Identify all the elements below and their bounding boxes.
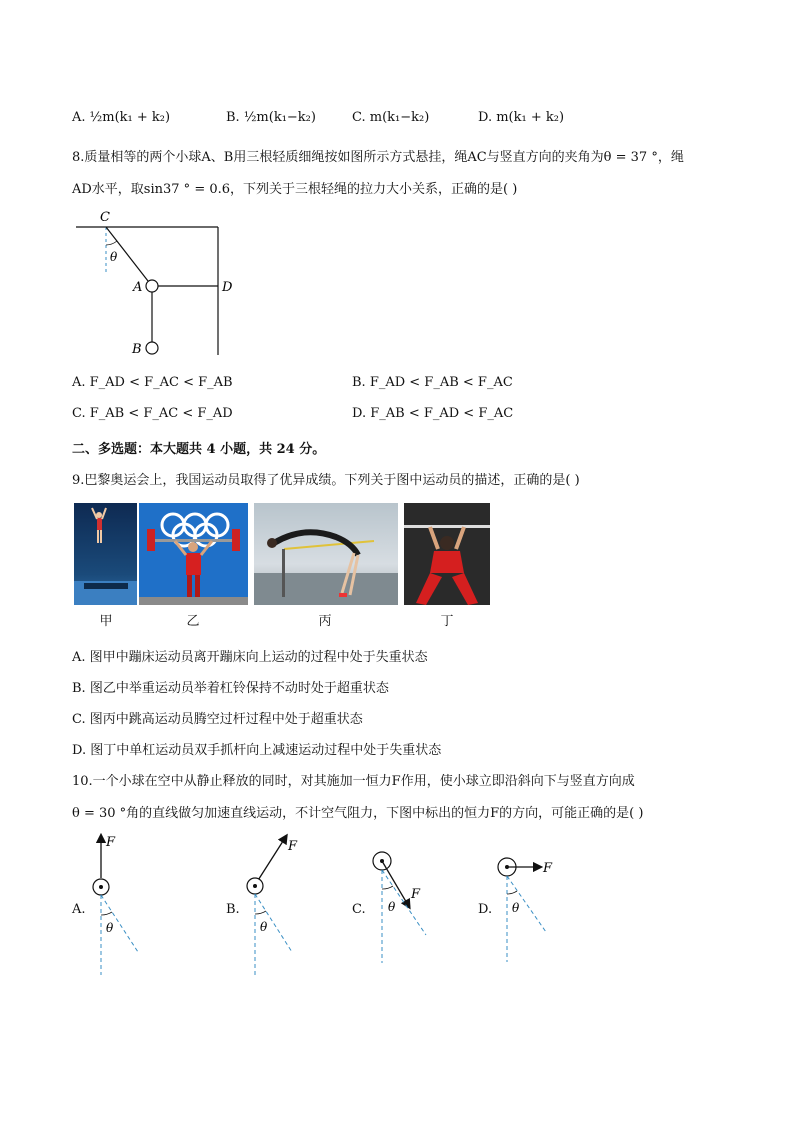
q10-option-a-label: A. [72, 902, 86, 917]
photo-high-jump [254, 503, 398, 605]
q7-option-d: D. m(k₁ + k₂) [478, 110, 565, 125]
fig-label-b: B [132, 342, 142, 357]
section-heading: 二、多选题：本大题共 4 小题，共 24 分。 [72, 442, 326, 457]
q8-option-d: D. F_AB < F_AD < F_AC [352, 406, 514, 421]
q10-diagram-d [494, 852, 574, 967]
force-label: F [288, 839, 298, 854]
theta-label: θ [512, 901, 520, 915]
fig-label-d: D [222, 280, 233, 295]
q7-option-b: B. ½m(k₁−k₂) [226, 110, 316, 125]
q9-option-c: C. 图丙中跳高运动员腾空过杆过程中处于超重状态 [72, 712, 363, 727]
q10-option-c-label: C. [352, 902, 366, 917]
q8-figure [70, 205, 240, 360]
fig-label-a: A [133, 280, 143, 295]
force-label: F [543, 861, 553, 876]
q8-option-a: A. F_AD < F_AC < F_AB [72, 375, 233, 390]
q7-option-a: A. ½m(k₁ + k₂) [72, 110, 171, 125]
photo-trampoline [74, 503, 137, 605]
theta-label: θ [260, 920, 268, 934]
force-label: F [411, 887, 421, 902]
theta-label: θ [388, 900, 396, 914]
q10-stem-line1: 10.一个小球在空中从静止释放的同时，对其施加一恒力F作用，使小球立即沿斜向下与竖直方向成 [72, 774, 635, 789]
q9-option-a: A. 图甲中蹦床运动员离开蹦床向上运动的过程中处于失重状态 [72, 650, 428, 665]
q8-option-c: C. F_AB < F_AC < F_AD [72, 406, 233, 421]
fig-label-c: C [100, 210, 110, 225]
photo-weightlifting [139, 503, 248, 605]
q9-option-b: B. 图乙中举重运动员举着杠铃保持不动时处于超重状态 [72, 681, 389, 696]
q8-stem-line1: 8.质量相等的两个小球A、B用三根轻质细绳按如图所示方式悬挂，绳AC与竖直方向的夹角为θ = 37 °，绳 [72, 150, 684, 165]
q10-diagram-b [240, 830, 320, 980]
caption-yi: 乙 [186, 614, 200, 629]
caption-jia: 甲 [99, 614, 113, 629]
q9-stem: 9.巴黎奥运会上，我国运动员取得了优异成绩。下列关于图中运动员的描述，正确的是( ) [72, 473, 580, 488]
q9-option-d: D. 图丁中单杠运动员双手抓杆向上减速运动过程中处于失重状态 [72, 743, 442, 758]
q10-diagram-a [86, 830, 156, 980]
q7-option-c: C. m(k₁−k₂) [352, 110, 430, 125]
photo-horizontal-bar [404, 503, 490, 605]
q10-option-d-label: D. [478, 902, 493, 917]
fig-label-theta: θ [110, 250, 118, 264]
theta-label: θ [106, 921, 114, 935]
force-label: F [106, 835, 116, 850]
q8-stem-line2: AD水平，取sin37 ° = 0.6，下列关于三根轻绳的拉力大小关系，正确的是( ) [72, 182, 518, 197]
q10-diagram-c [368, 845, 448, 970]
q10-stem-line2: θ = 30 °角的直线做匀加速直线运动，不计空气阻力，下图中标出的恒力F的方向，可能正确的是( ) [72, 806, 644, 821]
q10-option-b-label: B. [226, 902, 240, 917]
q8-option-b: B. F_AD < F_AB < F_AC [352, 375, 513, 390]
caption-ding: 丁 [440, 614, 454, 629]
caption-bing: 丙 [318, 614, 332, 629]
